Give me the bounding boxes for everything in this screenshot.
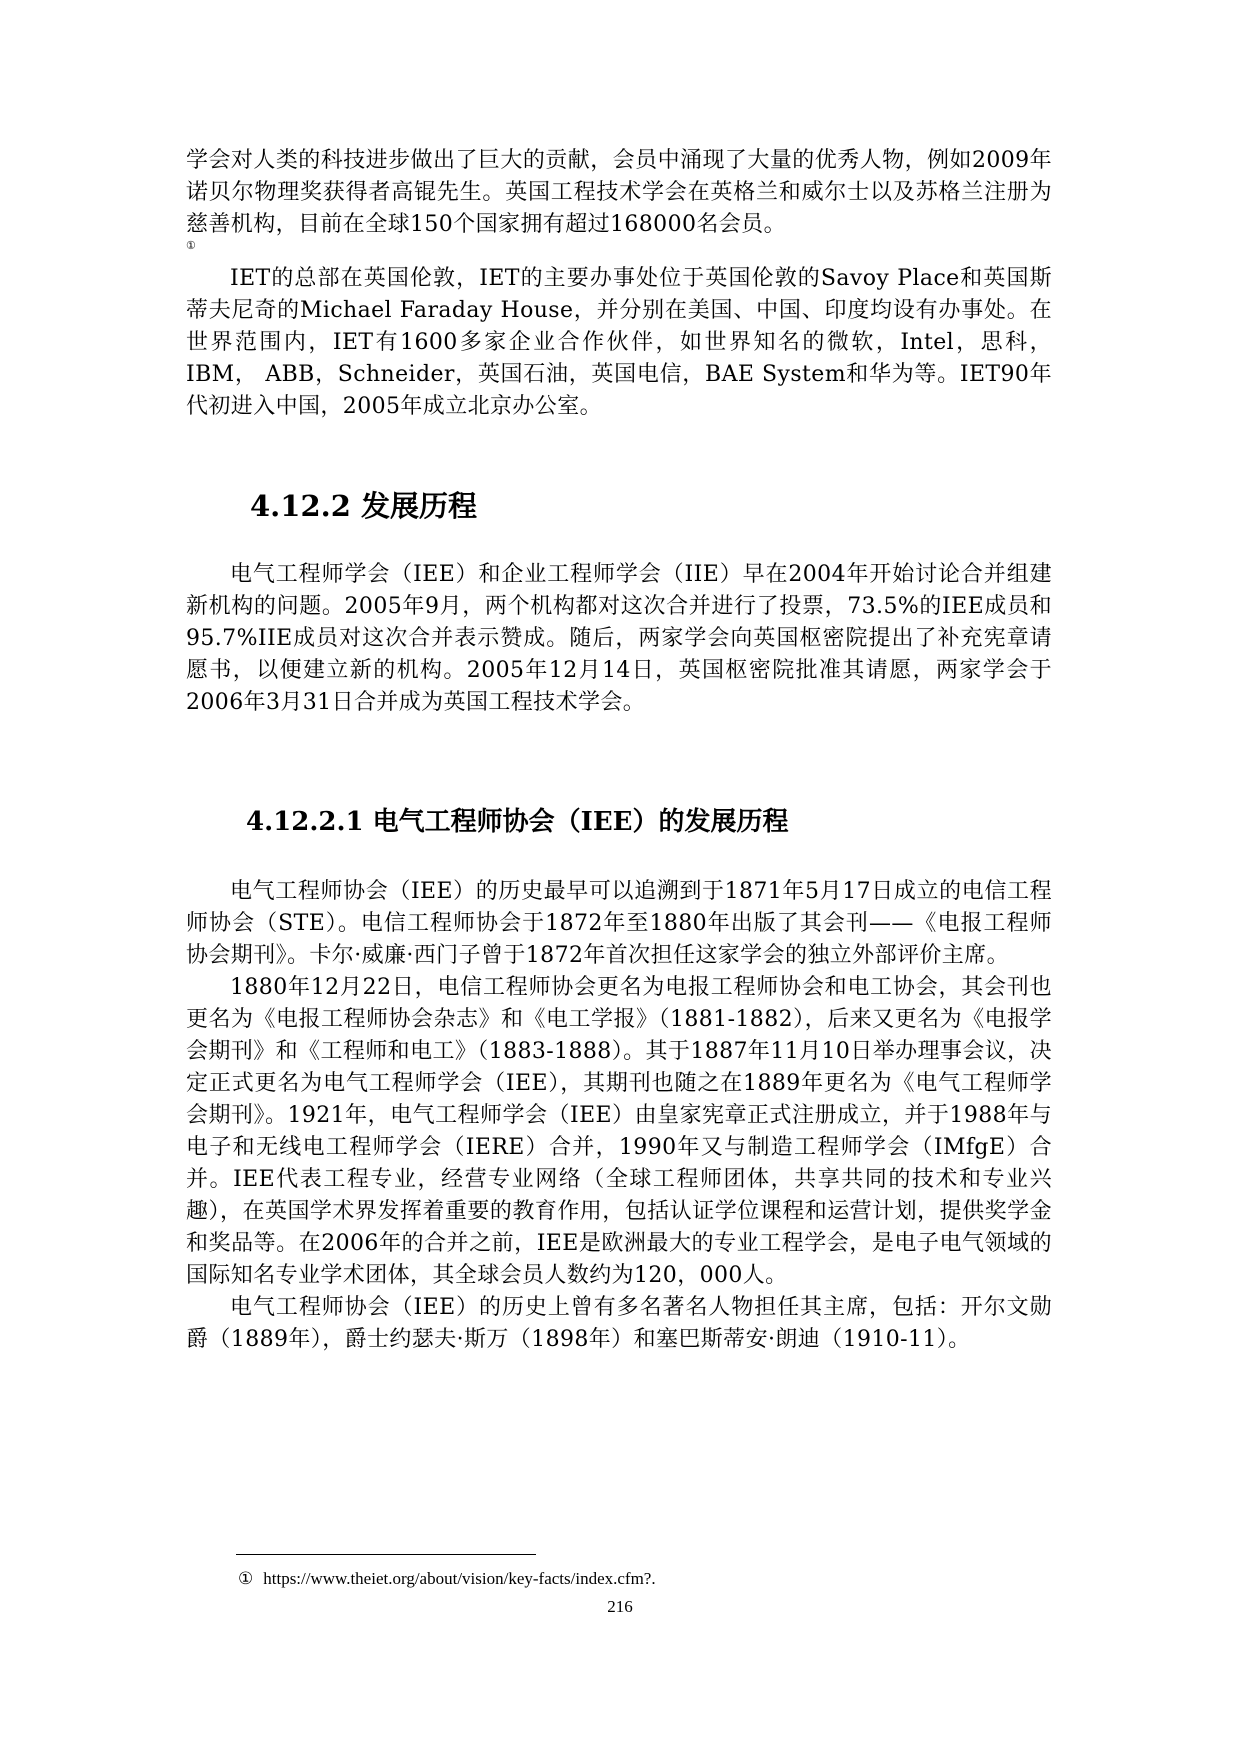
intro-paragraph-2: IET的总部在英国伦敦，IET的主要办事处位于英国伦敦的Savoy Place和英国斯蒂夫尼奇的Michael Faraday House，并分别在美国、中国、印度均设有办事处。在世界范围内，IET有1600多家企业合作伙伴，如世界知名的微软，Intel，思科，IBM， ABB，Schneider，英国石油，英国电信，BAE System和华为等。IET90年代初进入中国，2005年成立北京办公室。 xyxy=(186,266,1052,419)
iee-paragraph-1: 电气工程师协会（IEE）的历史最早可以追溯到于1871年5月17日成立的电信工程师协会（STE）。电信工程师协会于1872年至1880年出版了其会刊——《电报工程师协会期刊》。卡尔·威廉·西门子曾于1872年首次担任这家学会的独立外部评价主席。 xyxy=(186,879,1052,968)
intro-block xyxy=(186,145,1052,423)
history-paragraph: 电气工程师学会（IEE）和企业工程师学会（IIE）早在2004年开始讨论合并组建新机构的问题。2005年9月，两个机构都对这次合并进行了投票，73.5%的IEE成员和95.7%IIE成员对这次合并表示赞成。随后，两家学会向英国枢密院提出了补充宪章请愿书，以便建立新的机构。2005年12月14日，英国枢密院批准其请愿，两家学会于2006年3月31日合并成为英国工程技术学会。 xyxy=(186,562,1052,715)
footnote-mark: ① xyxy=(238,1569,254,1588)
footnote-url: https://www.theiet.org/about/vision/key-facts/index.cfm?. xyxy=(263,1569,656,1588)
section-4-12-2-1-body xyxy=(186,876,1052,1356)
footnote-reference: ① xyxy=(186,239,197,252)
iee-paragraph-3: 电气工程师协会（IEE）的历史上曾有多名著名人物担任其主席，包括：开尔文勋爵（1889年），爵士约瑟夫·斯万（1898年）和塞巴斯蒂安·朗迪（1910-11）。 xyxy=(186,1295,1052,1352)
footnote-divider xyxy=(236,1554,536,1555)
section-heading-4-12-2: 4.12.2 发展历程 xyxy=(250,489,478,523)
iee-paragraph-2: 1880年12月22日，电信工程师协会更名为电报工程师协会和电工协会，其会刊也更名为《电报工程师协会杂志》和《电工学报》（1881-1882），后来又更名为《电报学会期刊》和《工程师和电工》（1883-1888）。其于1887年11月10日举办理事会议，决定正式更名为电气工程师学会（IEE），其期刊也随之在1889年更名为《电气工程师学会期刊》。1921年，电气工程师学会（IEE）由皇家宪章正式注册成立，并于1988年与电子和无线电工程师学会（IERE）合并，1990年又与制造工程师学会（IMfgE）合并。IEE代表工程专业，经营专业网络（全球工程师团体，共享共同的技术和专业兴趣），在英国学术界发挥着重要的教育作用，包括认证学位课程和运营计划，提供奖学金和奖品等。在2006年的合并之前，IEE是欧洲最大的专业工程学会，是电子电气领域的国际知名专业学术团体，其全球会员人数约为120，000人。 xyxy=(186,975,1052,1288)
section-4-12-2-body xyxy=(186,559,1052,719)
page-number: 216 xyxy=(607,1597,633,1616)
footnote xyxy=(238,1569,656,1589)
intro-paragraph-1: 学会对人类的科技进步做出了巨大的贡献，会员中涌现了大量的优秀人物，例如2009年诺贝尔物理奖获得者高锟先生。英国工程技术学会在英格兰和威尔士以及苏格兰注册为慈善机构，目前在全球150个国家拥有超过168000名会员。 xyxy=(186,148,1052,237)
section-heading-4-12-2-1: 4.12.2.1 电气工程师协会（IEE）的发展历程 xyxy=(246,807,789,837)
